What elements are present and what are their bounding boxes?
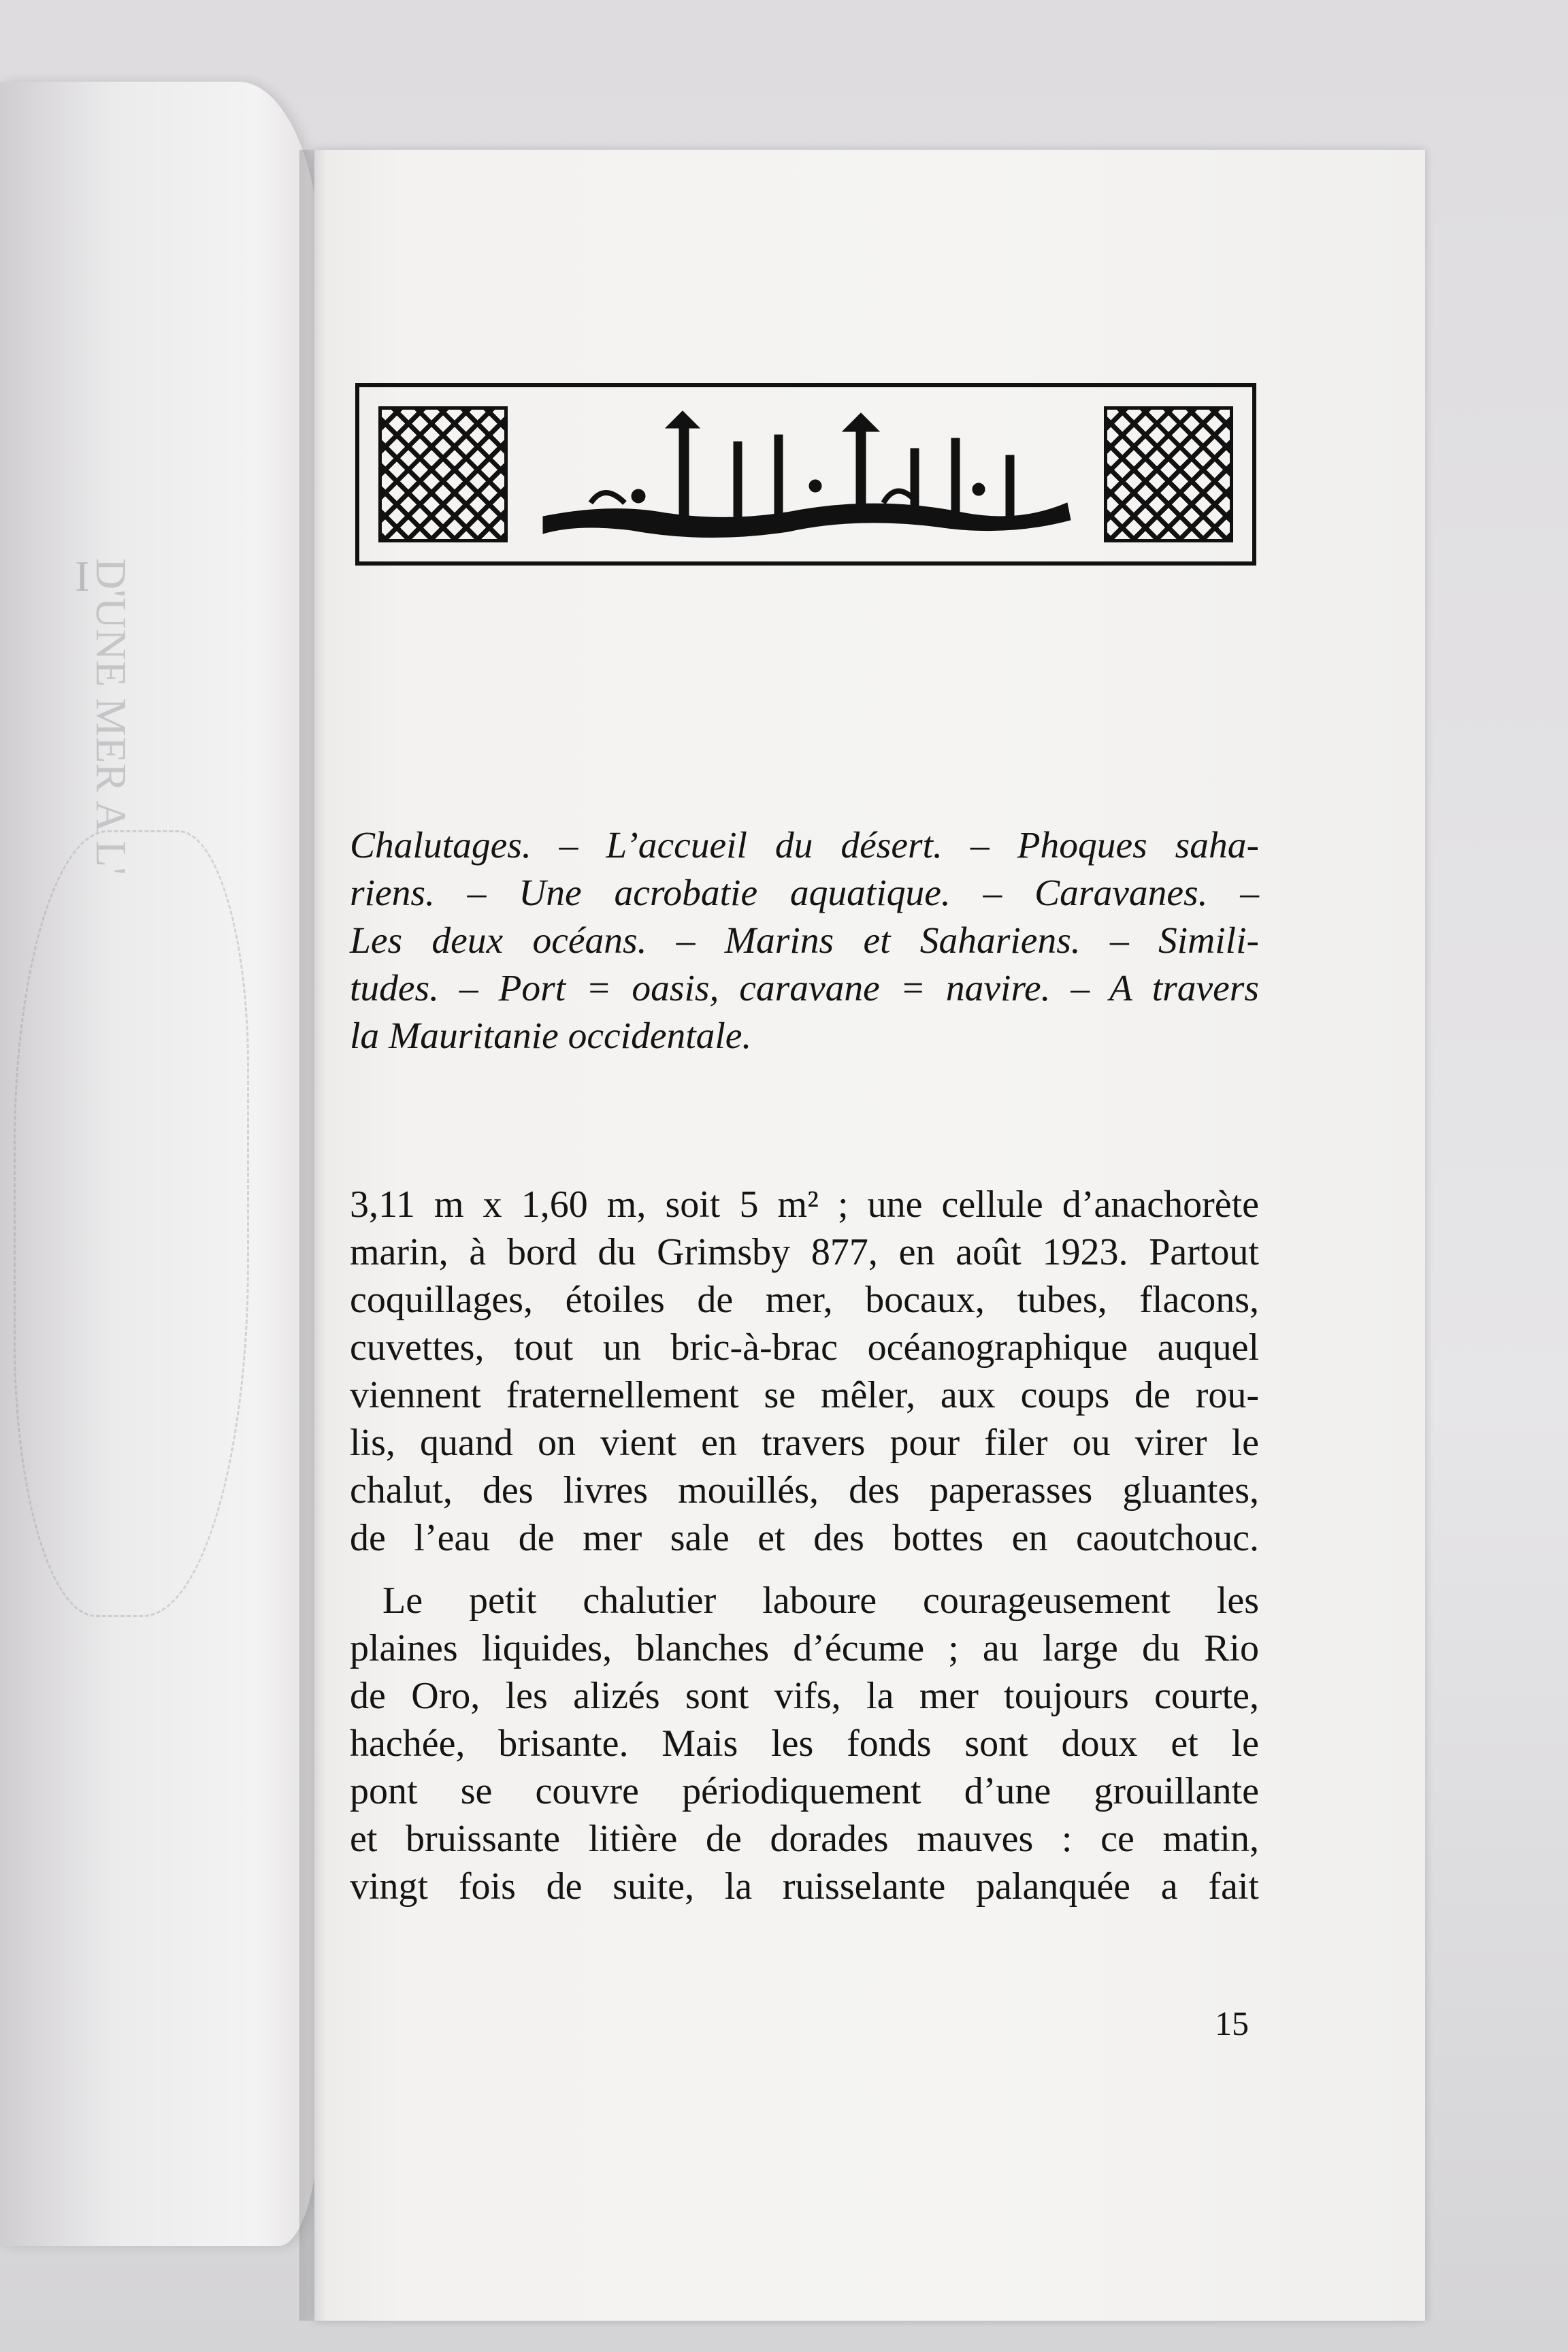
- page-number: 15: [1215, 2004, 1249, 2042]
- summary-line: Chalutages. – L’accueil du désert. – Phoques saha-: [350, 825, 1259, 866]
- book-spine-shadow: [299, 150, 327, 2321]
- body-line: vingt fois de suite, la ruisselante palanquée a fait: [350, 1865, 1259, 1908]
- chapter-ornament: [355, 383, 1256, 566]
- summary-line: Les deux océans. – Marins et Sahariens. – Simili-: [350, 920, 1259, 962]
- body-line: pont se couvre périodiquement d’une grouillante: [350, 1770, 1259, 1812]
- summary-line: tudes. – Port = oasis, caravane = navire. – A travers: [350, 968, 1259, 1009]
- body-line: de l’eau de mer sale et des bottes en caoutchouc.: [350, 1517, 1259, 1559]
- knotwork-left-icon: [378, 406, 508, 542]
- chapter-summary: [350, 822, 1259, 1060]
- body-line: lis, quand on vient en travers pour filer ou virer le: [350, 1422, 1259, 1464]
- body-line: plaines liquides, blanches d’écume ; au large du Rio: [350, 1627, 1259, 1669]
- left-page-chapter-number: I: [75, 552, 90, 600]
- body-line: et bruissante litière de dorades mauves : ce matin,: [350, 1818, 1259, 1860]
- body-line: 3,11 m x 1,60 m, soit 5 m² ; une cellule d’anachorète: [350, 1183, 1259, 1226]
- body-line: chalut, des livres mouillés, des paperasses gluantes,: [350, 1469, 1259, 1512]
- paragraph-1: [350, 1181, 1259, 1562]
- left-page: [0, 82, 320, 2246]
- arabic-calligraphy-icon: [529, 401, 1082, 551]
- body-line: coquillages, étoiles de mer, bocaux, tubes, flacons,: [350, 1279, 1259, 1321]
- body-line: cuvettes, tout un bric-à-brac océanographique auquel: [350, 1326, 1259, 1369]
- body-line: Le petit chalutier laboure courageusement les: [382, 1580, 1259, 1622]
- left-page-illustration: [14, 830, 249, 1617]
- paragraph-2: [350, 1577, 1259, 1910]
- left-page-chapter-title: D'UNE MER A L': [87, 558, 135, 875]
- knotwork-right-icon: [1104, 406, 1233, 542]
- body-line: de Oro, les alizés sont vifs, la mer toujours courte,: [350, 1675, 1259, 1717]
- body-line: marin, à bord du Grimsby 877, en août 1923. Partout: [350, 1231, 1259, 1273]
- body-line: viennent fraternellement se mêler, aux coups de rou-: [350, 1374, 1259, 1416]
- body-line: hachée, brisante. Mais les fonds sont doux et le: [350, 1722, 1259, 1765]
- body-text: [350, 1181, 1259, 1910]
- summary-line: la Mauritanie occidentale.: [350, 1015, 752, 1057]
- summary-line: riens. – Une acrobatie aquatique. – Caravanes. –: [350, 872, 1259, 914]
